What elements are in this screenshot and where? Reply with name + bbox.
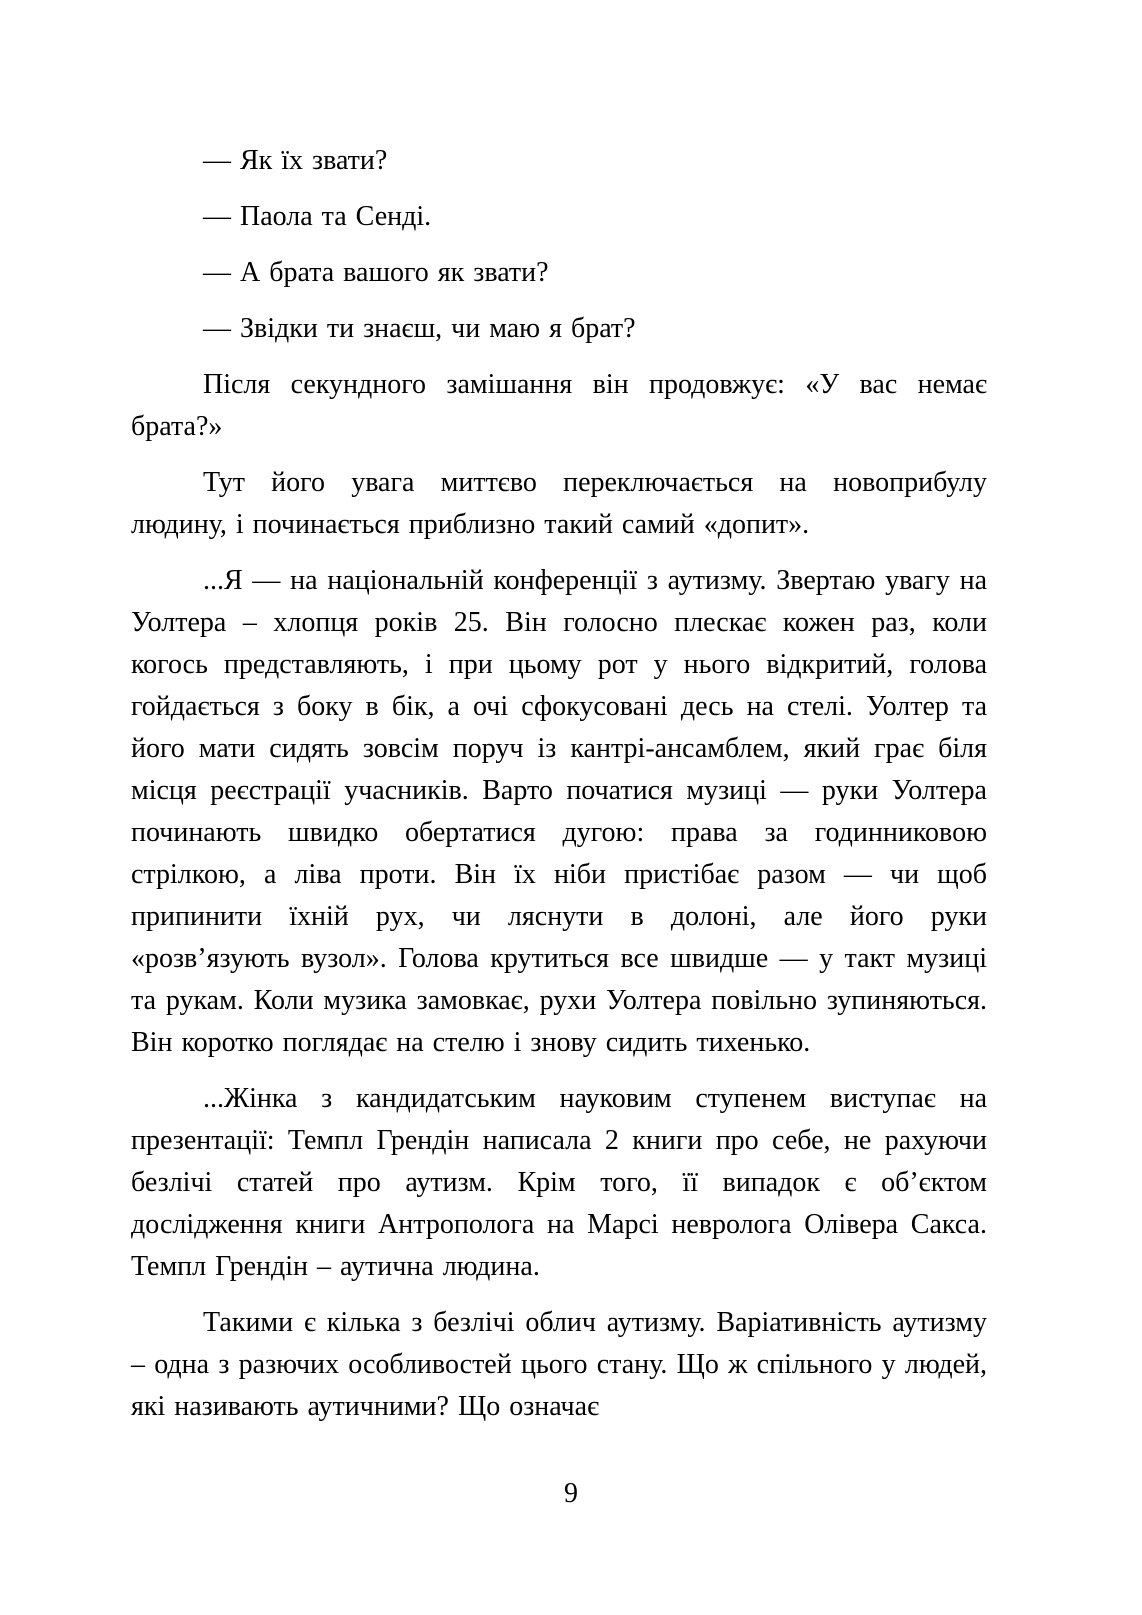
- paragraph: Тут його увага миттєво переключається на новоприбулу людину, і починається приблизно такий самий «допит».: [131, 467, 987, 540]
- paragraph: ...Я — на національній конференції з аутизму. Звертаю увагу на Уолтера – хлопця років 25. Він голосно плескає кожен раз, коли когось представляють, і при цьому рот у нього відкритий, голова гойдається з боку в бік, а очі сфокусовані десь на стелі. Уолтер та його мати сидять зовсім поруч із кантрі-ансамблем, який грає біля місця реєстрації учасників. Варто початися музиці — руки Уолтера починають швидко обертатися дугою: права за годинниковою стрілкою, а ліва проти. Він їх ніби пристібає разом — чи щоб припинити їхній рух, чи ляснути в долоні, але його руки «розв’язують вузол». Голова крутиться все швидше — у такт музиці та рукам. Коли музика замовкає, рухи Уолтера повільно зупиняються. Він коротко поглядає на стелю і знову сидить тихенько.: [131, 565, 987, 1058]
- paragraph: Такими є кілька з безлічі облич аутизму. Варіативність аутизму – одна з разючих особливостей цього стану. Що ж спільного у людей, які називають аутичними? Що означає: [131, 1307, 987, 1422]
- paragraph: — Як їх звати?: [203, 145, 388, 176]
- page-number: 9: [564, 1478, 578, 1509]
- paragraph: — А брата вашого як звати?: [203, 257, 549, 288]
- paragraph: ...Жінка з кандидатським науковим ступенем виступає на презентації: Темпл Грендін написала 2 книги про себе, не рахуючи безлічі статей про аутизм. Крім того, її випадок є об’єктом дослідження книги Антрополога на Марсі невролога Олівера Сакса. Темпл Грендін – аутична людина.: [131, 1083, 987, 1282]
- paragraph: — Звідки ти знаєш, чи маю я брат?: [203, 313, 636, 344]
- text-block: [131, 140, 987, 1442]
- paragraph: Після секундного замішання він продовжує: «У вас немає брата?»: [131, 369, 987, 442]
- paragraph: — Паола та Сенді.: [203, 201, 432, 232]
